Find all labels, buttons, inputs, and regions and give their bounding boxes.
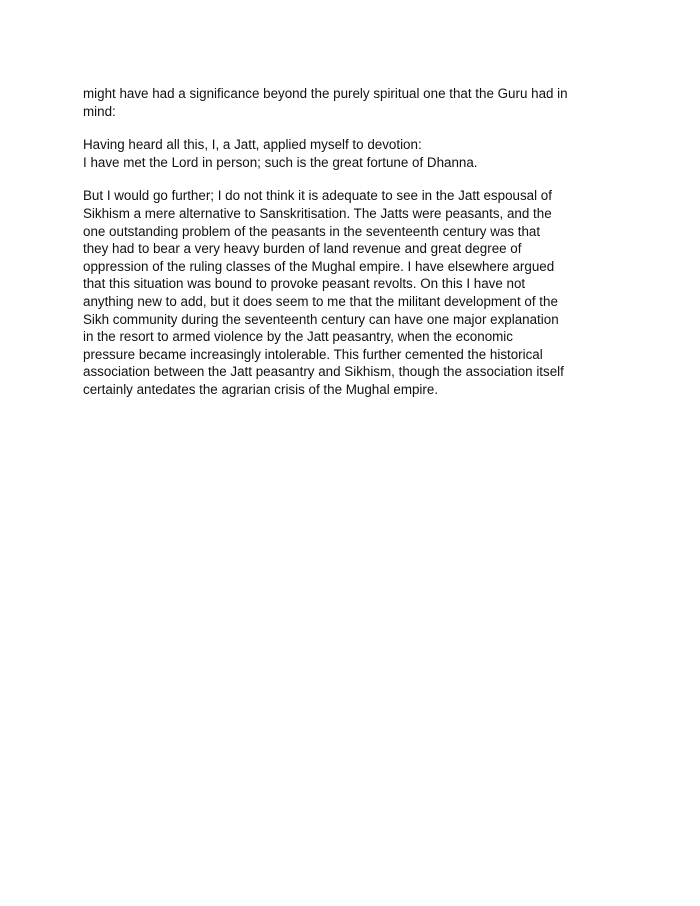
text-line: Sikh community during the seventeenth century can have one major explanation xyxy=(83,311,559,327)
text-line: that this situation was bound to provoke peasant revolts. On this I have not xyxy=(83,276,526,292)
text-line: in the resort to armed violence by the Jatt peasantry, when the economic xyxy=(83,329,513,345)
text-line: mind: xyxy=(83,103,116,119)
paragraph-argument xyxy=(83,187,623,398)
text-line: Sikhism a mere alternative to Sanskritisation. The Jatts were peasants, and the xyxy=(83,205,552,221)
text-line: one outstanding problem of the peasants in the seventeenth century was that xyxy=(83,223,541,239)
text-line: they had to bear a very heavy burden of land revenue and great degree of xyxy=(83,241,522,257)
quote-line: Having heard all this, I, a Jatt, applied myself to devotion: xyxy=(83,137,422,153)
paragraph-quotation xyxy=(83,136,623,171)
text-line: pressure became increasingly intolerable. This further cemented the historical xyxy=(83,346,543,362)
text-line: oppression of the ruling classes of the Mughal empire. I have elsewhere argued xyxy=(83,258,555,274)
text-line: might have had a significance beyond the purely spiritual one that the Guru had in xyxy=(83,86,568,101)
paragraph-intro xyxy=(83,85,623,120)
text-line: certainly antedates the agrarian crisis of the Mughal empire. xyxy=(83,381,439,397)
text-line: association between the Jatt peasantry and Sikhism, though the association itself xyxy=(83,364,564,380)
quote-line: I have met the Lord in person; such is the great fortune of Dhanna. xyxy=(83,154,478,170)
text-line: anything new to add, but it does seem to me that the militant development of the xyxy=(83,293,558,309)
text-line: But I would go further; I do not think it is adequate to see in the Jatt espousal of xyxy=(83,188,552,204)
document-body xyxy=(83,85,623,415)
